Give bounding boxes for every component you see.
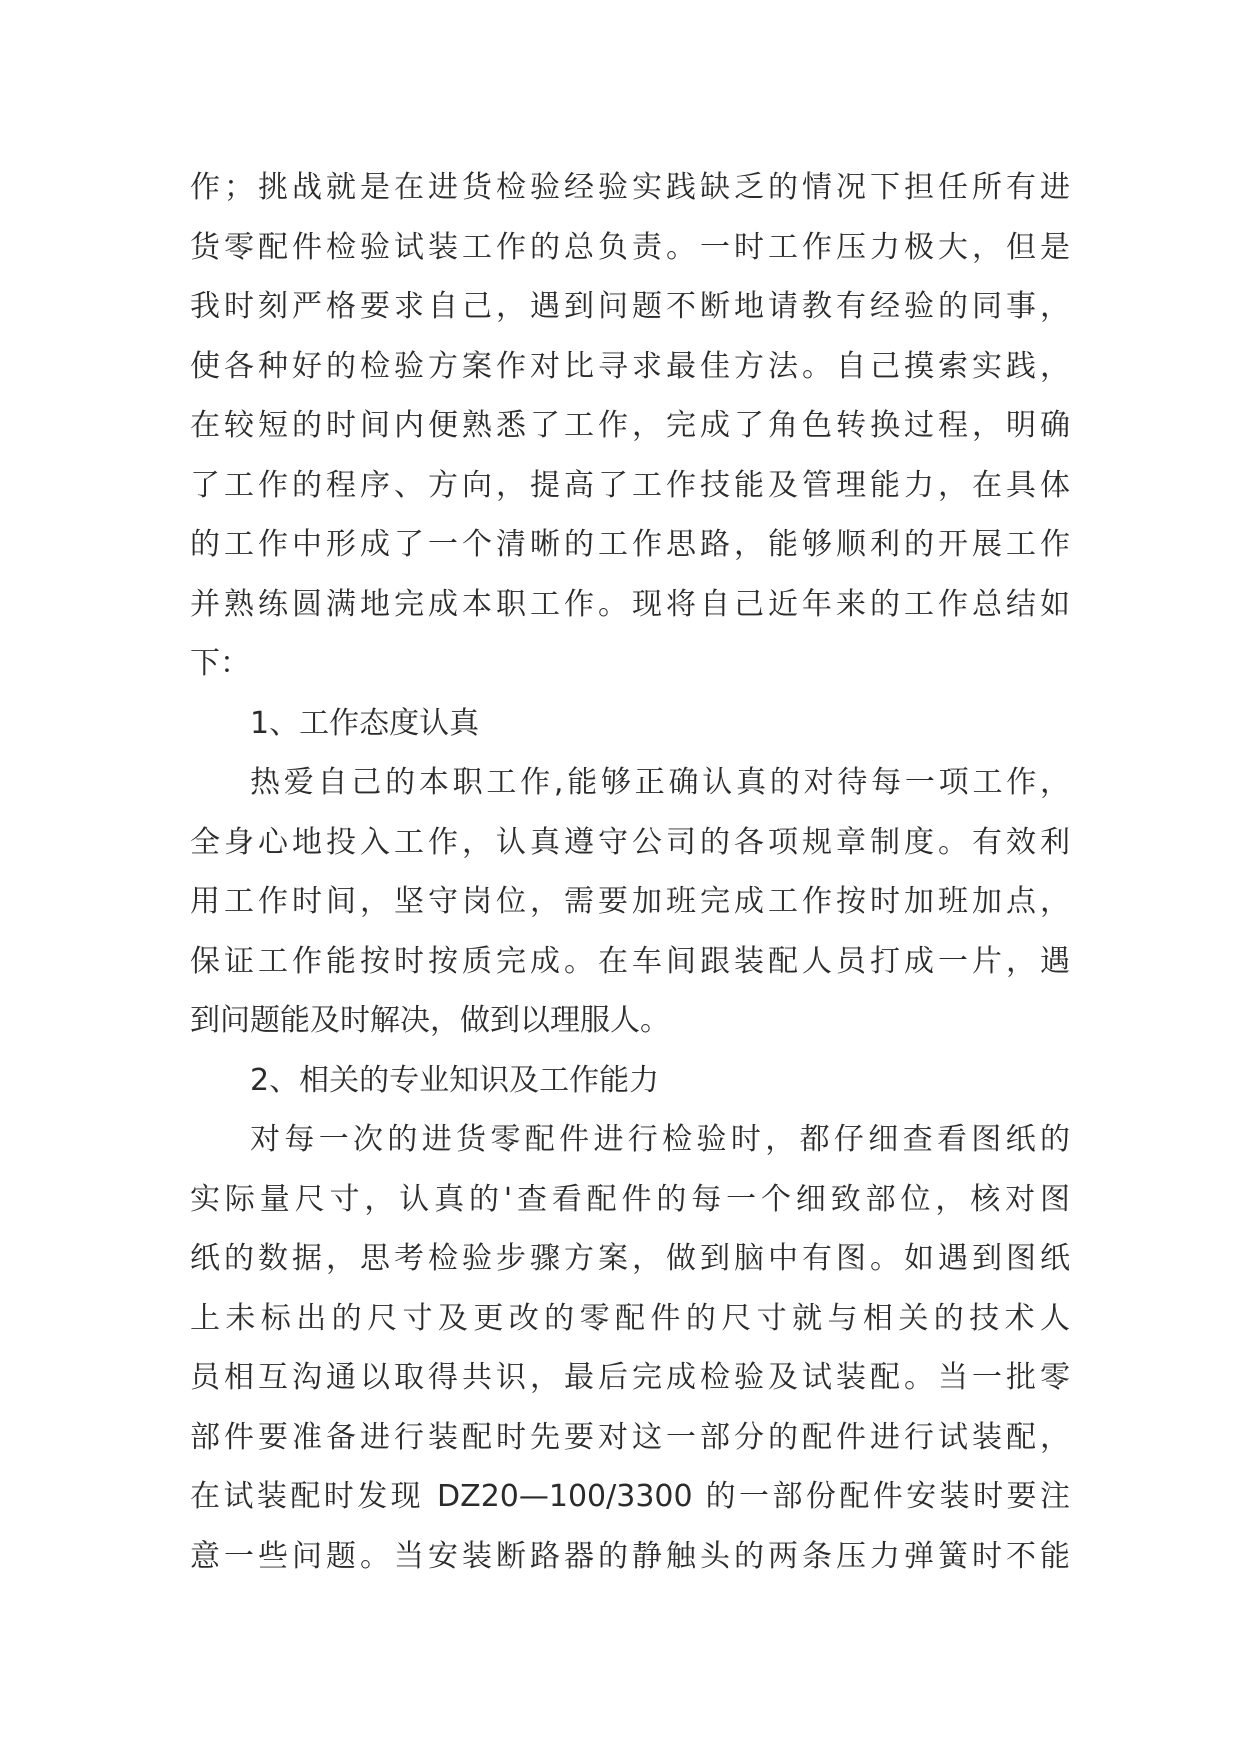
text-line: 下： <box>190 646 250 681</box>
text-line: 的工作中形成了一个清晰的工作思路，能够顺利的开展工作 <box>190 527 1070 562</box>
text-line: 到问题能及时解决，做到以理服人。 <box>190 1003 670 1038</box>
text-line: 纸的数据，思考检验步骤方案，做到脑中有图。如遇到图纸 <box>190 1241 1070 1276</box>
document-body <box>190 158 1070 1586</box>
text-line: 实际量尺寸，认真的'查看配件的每一个细致部位，核对图 <box>190 1181 1070 1217</box>
paragraph-first-line: 热爱自己的本职工作,能够正确认真的对待每一项工作， <box>250 765 1070 800</box>
text-line: 我时刻严格要求自己，遇到问题不断地请教有经验的同事， <box>190 289 1070 324</box>
text-line: 员相互沟通以取得共识，最后完成检验及试装配。当一批零 <box>190 1360 1070 1395</box>
text-line: 意一些问题。当安装断路器的静触头的两条压力弹簧时不能 <box>190 1538 1070 1574</box>
text-line: 用工作时间，坚守岗位，需要加班完成工作按时加班加点， <box>190 884 1070 919</box>
text-line: 使各种好的检验方案作对比寻求最佳方法。自己摸索实践， <box>190 348 1070 384</box>
text-line: 全身心地投入工作，认真遵守公司的各项规章制度。有效利 <box>190 824 1070 860</box>
section-heading-1: 1、工作态度认真 <box>250 705 480 741</box>
text-line: 在较短的时间内便熟悉了工作，完成了角色转换过程，明确 <box>190 408 1070 443</box>
text-line: 作；挑战就是在进货检验经验实践缺乏的情况下担任所有进 <box>190 170 1070 205</box>
text-line: 货零配件检验试装工作的总负责。一时工作压力极大，但是 <box>190 229 1070 265</box>
text-line: 部件要准备进行装配时先要对这一部分的配件进行试装配， <box>190 1419 1070 1455</box>
paragraph-first-line: 对每一次的进货零配件进行检验时，都仔细查看图纸的 <box>250 1122 1070 1157</box>
section-heading-2: 2、相关的专业知识及工作能力 <box>250 1062 660 1098</box>
text-line: 保证工作能按时按质完成。在车间跟装配人员打成一片，遇 <box>190 943 1070 979</box>
text-line: 上未标出的尺寸及更改的零配件的尺寸就与相关的技术人 <box>190 1300 1070 1336</box>
text-line: 了工作的程序、方向，提高了工作技能及管理能力，在具体 <box>190 467 1070 503</box>
text-line: 在试装配时发现 DZ20—100/3300 的一部份配件安装时要注 <box>190 1479 1070 1514</box>
text-line: 并熟练圆满地完成本职工作。现将自己近年来的工作总结如 <box>190 586 1070 622</box>
